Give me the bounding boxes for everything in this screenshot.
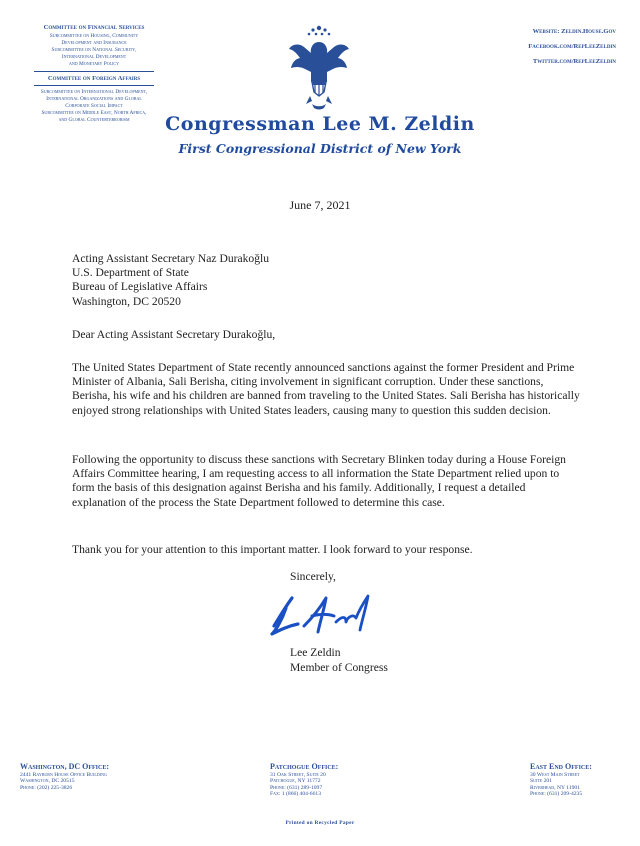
office-line: Phone: (202) 225-3826 [20,784,73,791]
subcommittee-line: Corporate Social Impact [65,103,123,109]
subcommittee-line: International Organizations and Global [46,96,142,102]
subcommittee-line: Development and Insurance [61,40,127,46]
district-name: First Congressional District of New York [178,141,462,156]
signer-title: Member of Congress [290,660,388,674]
office-patchogue [270,764,338,798]
subcommittee-line: Subcommittee on Middle East, North Africa, [41,110,147,116]
office-line: 2441 Rayburn House Office Building [20,771,107,778]
website-link[interactable]: Website: Zeldin.House.Gov [532,28,616,35]
address-line: U.S. Department of State [72,266,189,280]
facebook-link[interactable]: Facebook.com/RepLeeZeldin [528,43,616,50]
recycled-paper-note: Printed on Recycled Paper [285,820,355,826]
letter-date: June 7, 2021 [289,198,351,212]
committee-title: Committee on Financial Services [43,24,145,31]
subcommittee-line: and Monetary Policy [69,61,119,67]
committee-divider [34,85,154,86]
subcommittee-line: International Development [61,54,127,60]
office-washington [20,764,109,791]
office-line: 31 Oak Street, Suite 20 [270,771,326,778]
office-line: Patchogue, NY 11772 [270,778,321,785]
recipient-address [72,252,269,309]
office-line: Phone: (631) 209-4235 [530,791,583,798]
committee-divider [34,71,154,72]
office-title: Patchogue Office: [270,762,339,771]
body-paragraph: The United States Department of State recently announced sanctions against the former President and Prime Minister of Albania, Sali Berisha, citing involvement in significant corruption. Under these sanctions, Berisha, his wife and his children are banned from traveling to the United States. Sali Berisha has historically enjoyed strong relationships with United States leaders, causing many to question this sudden decision. [72,361,580,417]
committee-list [14,24,174,124]
office-line: Washington, DC 20515 [20,778,75,785]
eagle-seal-icon [286,22,352,112]
web-links [528,24,616,69]
office-line: Fax: 1 (866) 404-6613 [270,791,321,798]
office-east-end [530,764,592,798]
congressman-name: Congressman Lee M. Zeldin [165,113,475,135]
salutation: Dear Acting Assistant Secretary Durakoğlu, [72,328,276,341]
office-line: Phone: (631) 289-1097 [270,784,323,791]
body-paragraph: Thank you for your attention to this important matter. I look forward to your response. [72,543,473,556]
office-line: 30 West Main Street [530,771,580,778]
address-line: Acting Assistant Secretary Naz Durakoğlu [72,252,270,265]
committee-title: Committee on Foreign Affairs [47,75,141,82]
subcommittee-line: Subcommittee on Housing, Community [49,33,139,39]
subcommittee-line: Subcommittee on National Security, [51,47,137,53]
office-title: East End Office: [530,762,592,771]
signer-block [290,646,388,675]
signer-name: Lee Zeldin [290,646,341,659]
address-line: Washington, DC 20520 [72,294,181,308]
subcommittee-line: Subcommittee on International Development, [40,89,148,95]
committee-foreign-affairs [14,75,174,124]
twitter-link[interactable]: Twitter.com/RepLeeZeldin [532,58,616,65]
office-line: Suite 201 [530,778,553,785]
subcommittee-line: and Global Counterterrorism [58,117,130,123]
office-title: Washington, DC Office: [20,762,110,771]
committee-financial-services [14,24,174,68]
body-paragraph: Following the opportunity to discuss these sanctions with Secretary Blinken today during a House Foreign Affairs Committee hearing, I am requesting access to all information the State Department relied upon to form the basis of this designation against Berisha and his family. Additionally, I request a detailed explanation of the process the State Department followed to determine this case. [72,453,566,509]
closing: Sincerely, [290,570,336,583]
signature-icon [262,586,402,644]
office-line: Riverhead, NY 11901 [530,784,581,791]
address-line: Bureau of Legislative Affairs [72,280,208,294]
